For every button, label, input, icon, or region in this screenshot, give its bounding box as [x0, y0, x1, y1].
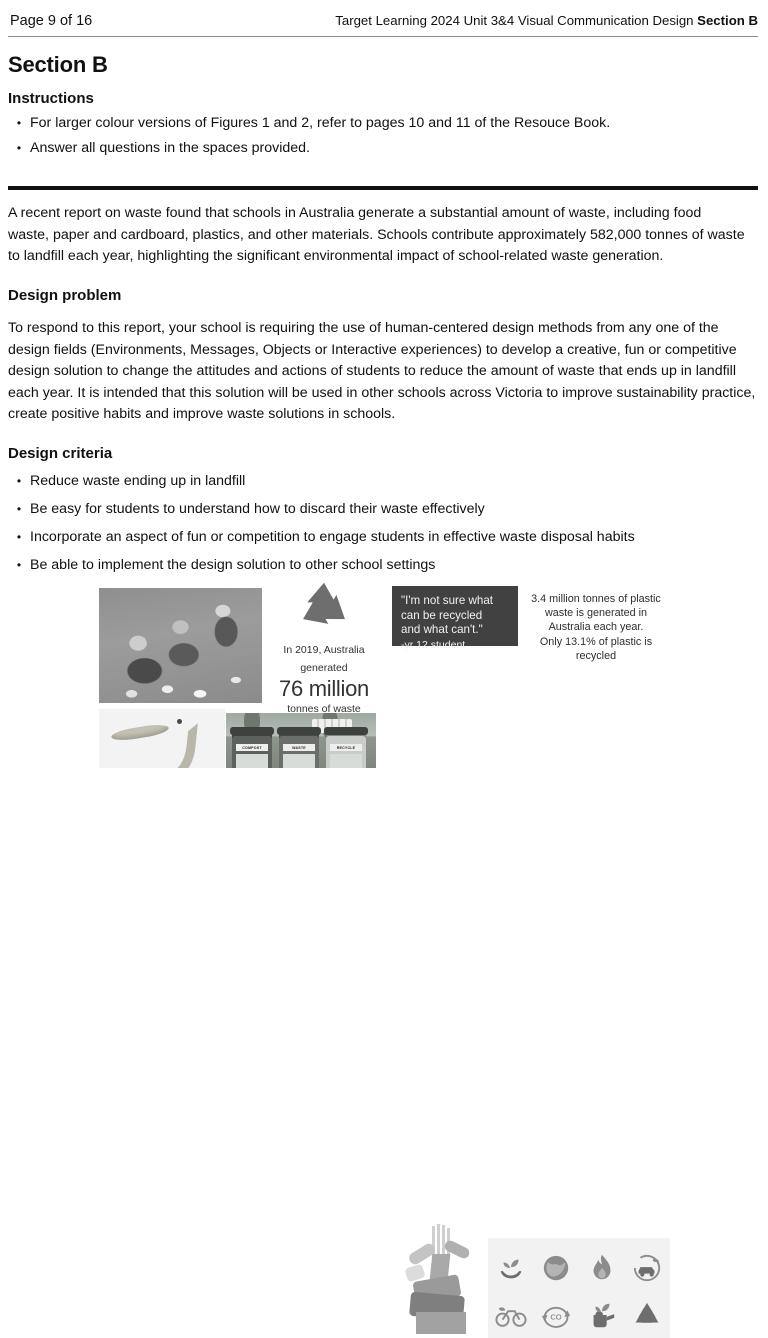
bin-poster — [283, 754, 315, 768]
bin-poster — [330, 754, 362, 768]
flame-icon — [582, 1248, 622, 1288]
bullet-icon: • — [16, 502, 22, 516]
page-number-label: Page 9 of 16 — [10, 13, 93, 29]
recycle-arrows-icon — [627, 1295, 667, 1335]
photo-waste-bins — [226, 713, 376, 768]
design-problem-heading: Design problem — [8, 287, 122, 304]
bin-label: COMPOST — [236, 744, 268, 751]
bin-label: RECYCLE — [330, 744, 362, 751]
bin-compost — [232, 732, 272, 768]
quote-attribution: -yr 12 student — [401, 638, 466, 651]
recycle-stat-line1: In 2019, Australia — [283, 644, 365, 656]
svg-text:CO: CO — [550, 1312, 562, 1322]
bin-lid — [277, 727, 321, 735]
plastic-waste-statistic — [520, 592, 672, 663]
header-divider — [8, 36, 758, 37]
bin-lid — [230, 727, 274, 735]
globe-icon — [536, 1248, 576, 1288]
header-title — [335, 12, 758, 30]
hands-holding-plant-icon — [491, 1248, 531, 1288]
bin-lid — [324, 727, 368, 735]
header-title-text: Target Learning 2024 Unit 3&4 Visual Communication Design — [335, 13, 698, 28]
bin-recycle — [326, 732, 366, 768]
co2-cycle-icon — [536, 1295, 576, 1335]
recycle-stat-line3: tonnes of waste — [287, 703, 361, 715]
list-item — [8, 112, 748, 134]
photo-plastic-cutlery-sculpture — [398, 1222, 480, 1338]
eco-car-icon — [627, 1248, 667, 1288]
bin-poster — [236, 754, 268, 768]
list-item-label: For larger colour versions of Figures 1 and 2, refer to pages 10 and 11 of the Resouce Book. — [30, 115, 611, 131]
list-item-label: Be able to implement the design solution to other school settings — [30, 557, 436, 573]
plastic-stat-line2: waste is generated in — [544, 607, 648, 620]
design-criteria-heading: Design criteria — [8, 445, 113, 462]
intro-paragraph: A recent report on waste found that schools in Australia generate a substantial amount of waste, including food waste, paper and cardboard, plastics, and other materials. Schools contribute approximately 582,000 tonnes of waste to landfill each year, highlighting the significant environmental impact of school-related waste generation. — [8, 205, 745, 264]
recycle-icon — [294, 580, 354, 634]
recycle-statistic — [268, 580, 380, 716]
bin-waste — [279, 732, 319, 768]
watering-can-plant-icon — [582, 1295, 622, 1335]
list-item — [8, 137, 748, 159]
eco-icon-grid — [488, 1238, 670, 1338]
section-divider — [8, 186, 758, 190]
bicycle-icon — [491, 1295, 531, 1335]
bullet-icon: • — [16, 116, 22, 130]
plastic-stat-line5: recycled — [575, 649, 617, 662]
bullet-icon: • — [16, 558, 22, 572]
design-problem-paragraph: To respond to this report, your school is requiring the use of human-centered design methods from any one of the design fields (Environments, Messages, Objects or Interactive experiences) to develop a creative, fun or competitive design solution to change the attitudes and actions of students to reduce the amount of waste that ends up in landfill each year. It is intended that this solution will be used in other schools across Victoria to improve sustainability practice, create positive habits and improve waste solutions in schools. — [8, 320, 756, 422]
list-item-label: Reduce waste ending up in landfill — [30, 473, 246, 489]
list-item — [8, 471, 758, 492]
instructions-heading: Instructions — [8, 90, 94, 107]
recycle-stat-value: 76 million — [279, 676, 369, 701]
banana-stem — [177, 719, 182, 724]
plastic-stat-line1: 3.4 million tonnes of plastic — [531, 593, 661, 605]
quote-line3: and what can't." — [401, 623, 483, 636]
list-item — [8, 527, 758, 548]
plastic-stat-line4: Only 13.1% of plastic is — [539, 635, 653, 648]
bullet-icon: • — [16, 474, 22, 488]
instructions-list — [8, 112, 748, 162]
list-item-label: Incorporate an aspect of fun or competition to engage students in effective waste disposal habits — [30, 529, 635, 545]
banana-peel-body — [152, 719, 198, 768]
bullet-icon: • — [16, 141, 22, 155]
list-item-label: Answer all questions in the spaces provided. — [30, 140, 310, 156]
plastic-stat-line3: Australia each year. — [548, 621, 644, 634]
recycle-stat-line2: generated — [300, 662, 348, 674]
quote-line2: can be recycled — [401, 608, 483, 622]
list-item-label: Be easy for students to understand how to discard their waste effectively — [30, 501, 485, 517]
header-section-label: Section B — [697, 13, 758, 28]
quote-line1: "I'm not sure what — [401, 594, 494, 607]
bin-label: WASTE — [283, 744, 315, 751]
bullet-icon: • — [16, 530, 22, 544]
student-quote-callout — [392, 586, 518, 651]
list-item — [8, 499, 758, 520]
photo-banana-peel — [99, 709, 225, 768]
design-criteria-list — [8, 471, 758, 583]
page-title: Section B — [8, 52, 108, 77]
running-header — [10, 12, 758, 34]
photo-students-collecting-litter — [99, 588, 262, 703]
